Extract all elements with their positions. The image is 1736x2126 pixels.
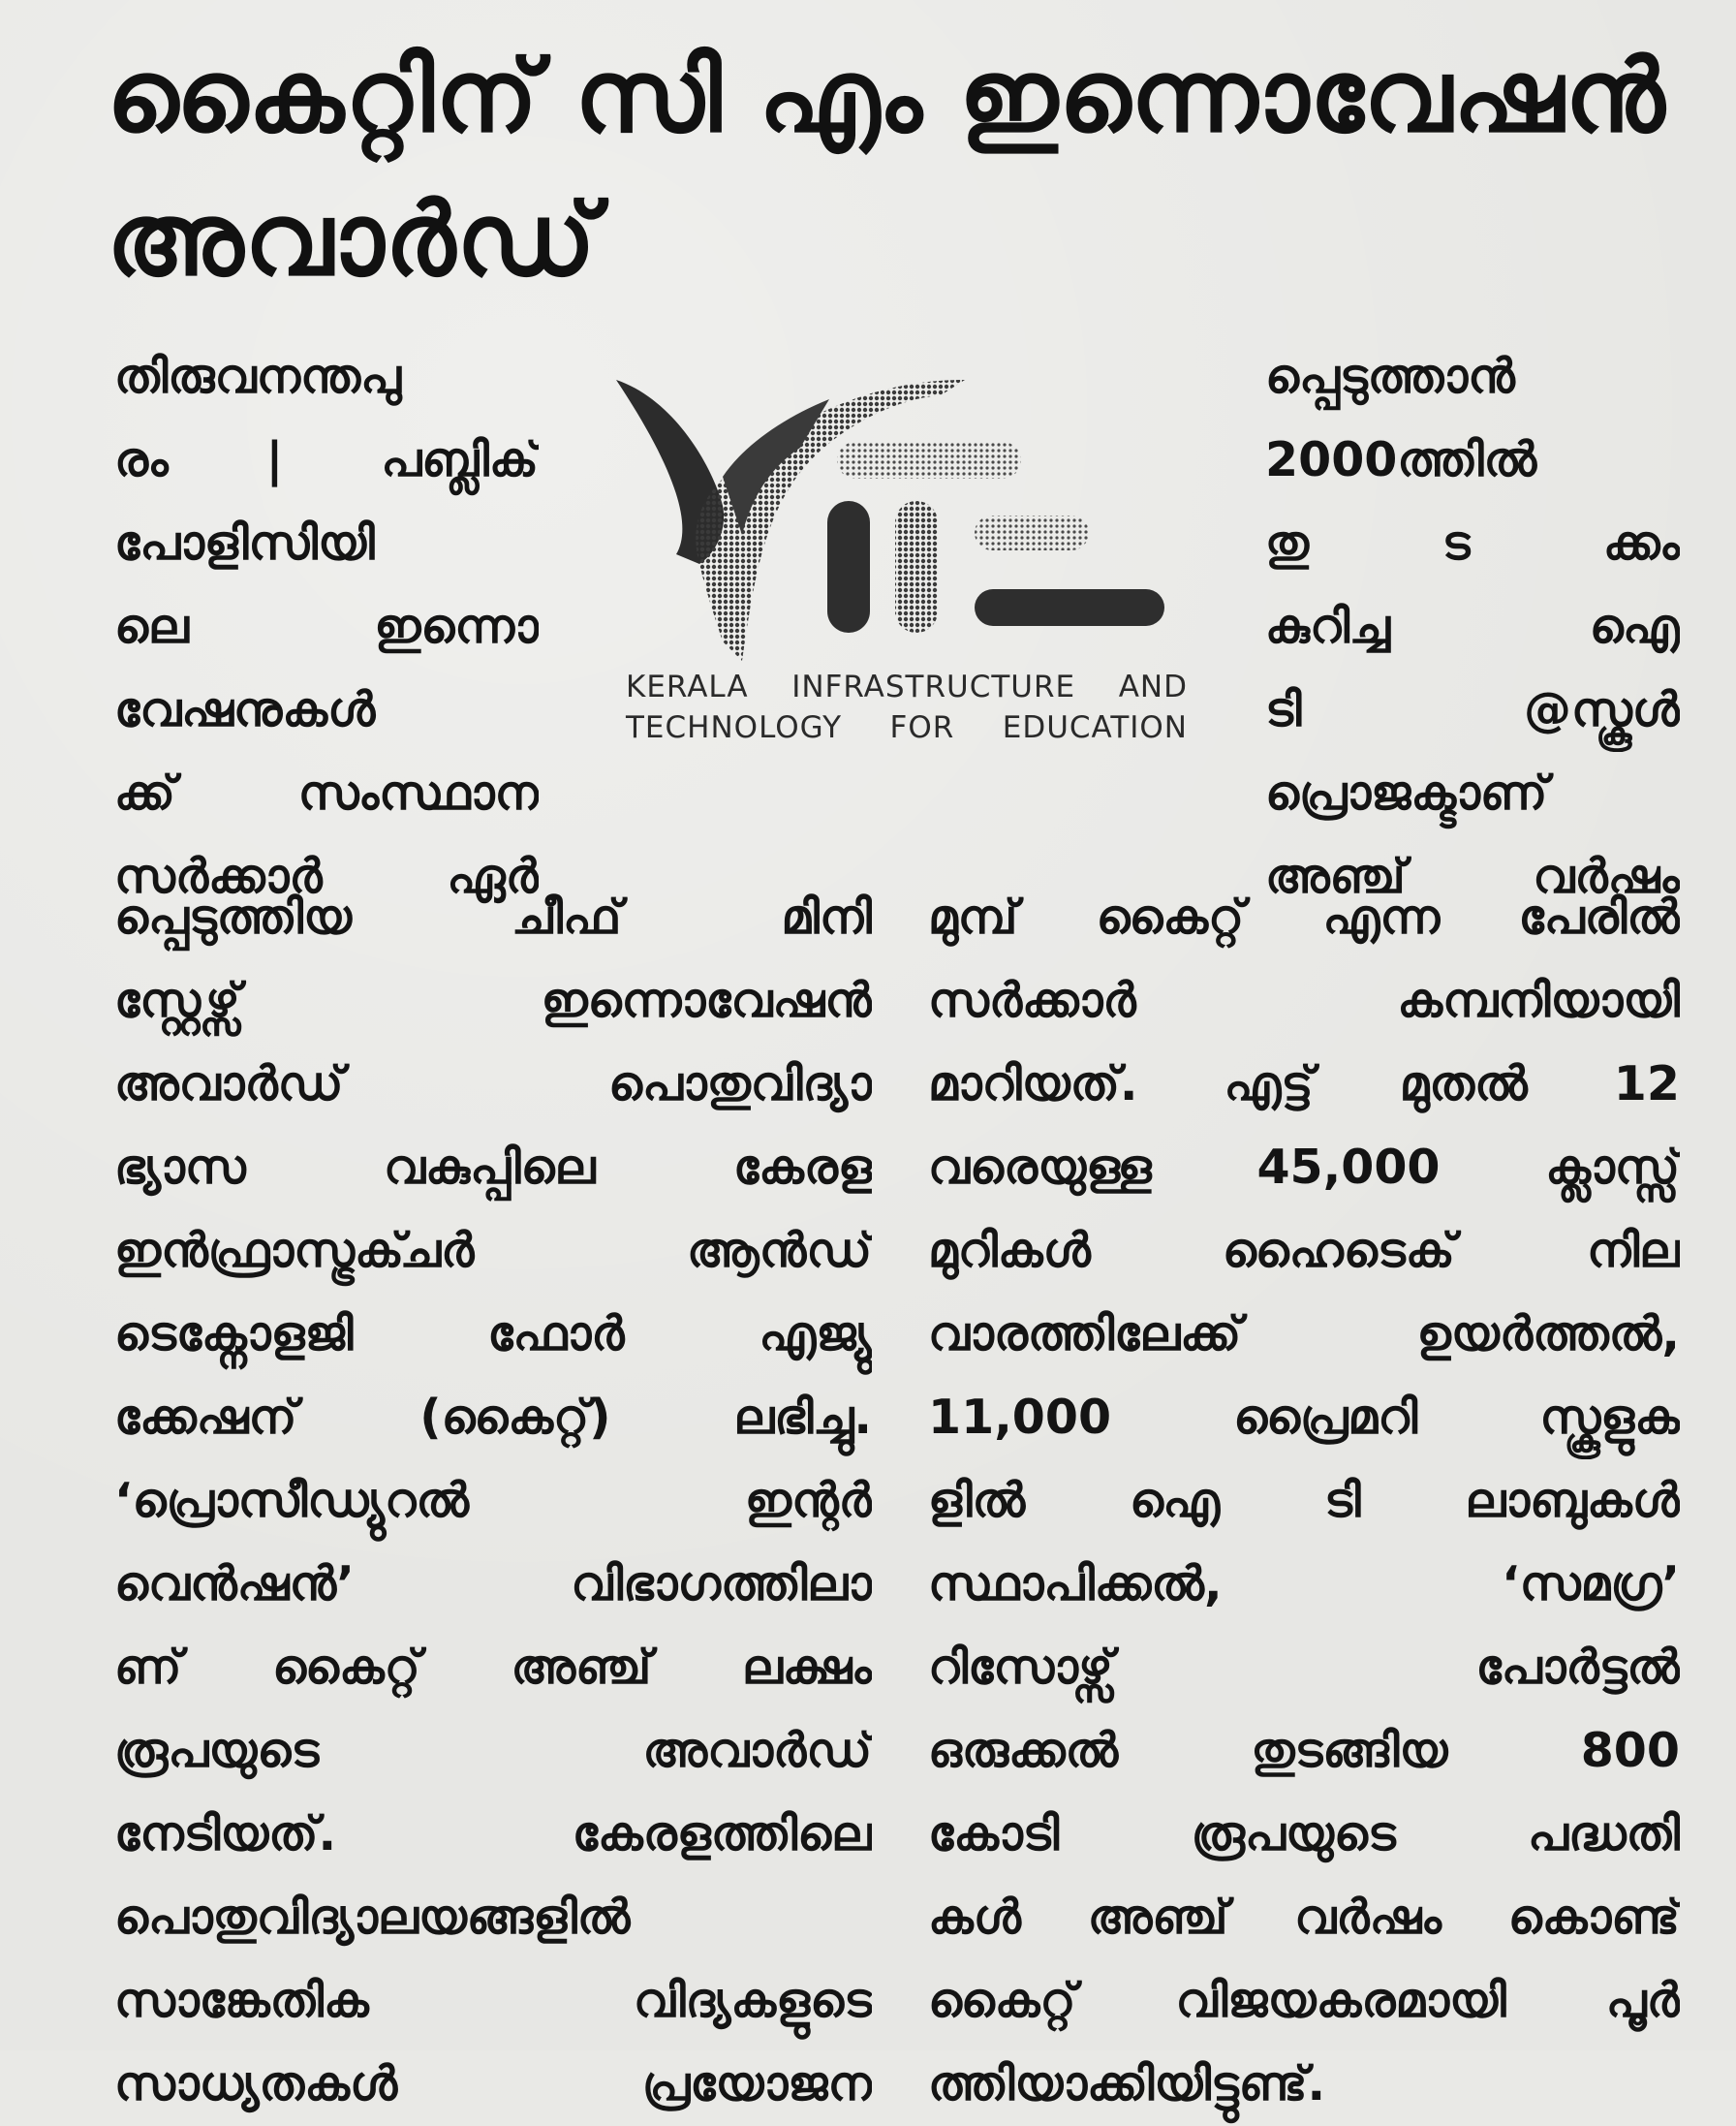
body-line: സർക്കാർ കമ്പനിയായി [928,973,1680,1028]
body-line: വെൻഷൻ’ വിഭാഗത്തിലാ [114,1556,872,1611]
body-line: പ്രൊജക്ടാണ് [1265,766,1548,821]
body-line: ലെ ഇന്നൊ [114,599,539,654]
headline-line-1: കൈറ്റിന് സി എം ഇന്നൊവേഷൻ [107,37,1666,155]
body-line: വരെയുള്ള 45,000 ക്ലാസ്സ് [928,1140,1680,1195]
body-line: 2000ത്തിൽ [1265,432,1537,487]
body-line: അവാർഡ് പൊതുവിദ്യാ [114,1056,872,1111]
body-line: രൂപയുടെ അവാർഡ് [114,1723,872,1778]
body-line: ഒരുക്കൽ തുടങ്ങിയ 800 [928,1723,1680,1778]
body-line: ക്കേഷന് (കൈറ്റ്) ലഭിച്ചു. [114,1390,872,1445]
right-column-bottom [928,876,1680,2126]
body-line: സ്റ്റേഴ്സ് ഇന്നൊവേഷൻ [114,973,872,1028]
left-column-top [114,335,539,919]
body-line: തു ട ക്കം [1265,516,1680,571]
body-line: സാങ്കേതിക വിദ്യകളുടെ [114,1973,872,2028]
body-line: മുമ്പ് കൈറ്റ് എന്ന പേരിൽ [928,890,1680,945]
body-line: ടെക്നോളജി ഫോർ എജ്യു [114,1306,872,1361]
body-line: ഭ്യാസ വകുപ്പിലെ കേരള [114,1140,872,1195]
left-column-bottom [114,876,872,2126]
body-line: പ്പെടുത്താൻ [1265,349,1515,404]
body-line: സ്ഥാപിക്കൽ, ‘സമഗ്ര’ [928,1556,1680,1611]
body-line: പ്പെടുത്തിയ ചീഫ് മിനി [114,890,872,945]
body-line: ടി @സ്കൂൾ [1265,682,1680,737]
headline-line-2: അവാർഡ് [107,180,597,298]
body-line: കൾ അഞ്ച് വർഷം കൊണ്ട് [928,1890,1680,1945]
body-line: സർക്കാർ ഏർ [114,849,539,904]
body-line: പോളിസിയി [114,516,375,571]
body-line: പൊതുവിദ്യാലയങ്ങളിൽ [114,1890,631,1945]
body-line: ഇൻഫ്രാസ്ട്രക്ചർ ആൻഡ് [114,1223,872,1278]
body-line: രം | പബ്ലിക് [114,432,539,487]
body-line: റിസോഴ്സ് പോർട്ടൽ [928,1640,1680,1695]
body-line: ‘പ്രൊസീഡ്യുറൽ ഇന്റർ [114,1473,872,1528]
body-line: ണ് കൈറ്റ് അഞ്ച് ലക്ഷം [114,1640,872,1695]
body-line: മുറികൾ ഹൈടെക് നില [928,1223,1680,1278]
logo-caption-line-1: KERALA INFRASTRUCTURE AND [626,670,1188,704]
headline [107,24,1695,311]
body-line: ളിൽ ഐ ടി ലാബുകൾ [928,1473,1680,1528]
body-line: ക്ക് സംസ്ഥാന [114,766,539,821]
body-line: വാരത്തിലേക്ക് ഉയർത്തൽ, [928,1306,1680,1361]
body-line: അഞ്ച് വർഷം [1265,849,1680,904]
body-line: 11,000 പ്രൈമറി സ്കൂളുക [928,1390,1680,1445]
body-line: കുറിച്ച ഐ [1265,599,1680,654]
body-line: തിരുവനന്തപു [114,349,402,404]
body-line: ത്തിയാക്കിയിട്ടുണ്ട്. [928,2056,1326,2111]
body-line: കോടി രൂപയുടെ പദ്ധതി [928,1806,1680,1861]
body-line: സാധ്യതകൾ പ്രയോജന [114,2056,872,2111]
body-line: നേടിയത്. കേരളത്തിലെ [114,1806,872,1861]
body-line: കൈറ്റ് വിജയകരമായി പൂർ [928,1973,1680,2028]
body-line: മാറിയത്. എട്ട് മുതൽ 12 [928,1056,1680,1111]
body-line: വേഷനുകൾ [114,682,376,737]
logo-caption-line-2: TECHNOLOGY FOR EDUCATION [626,710,1188,745]
right-column-top [1265,335,1680,919]
